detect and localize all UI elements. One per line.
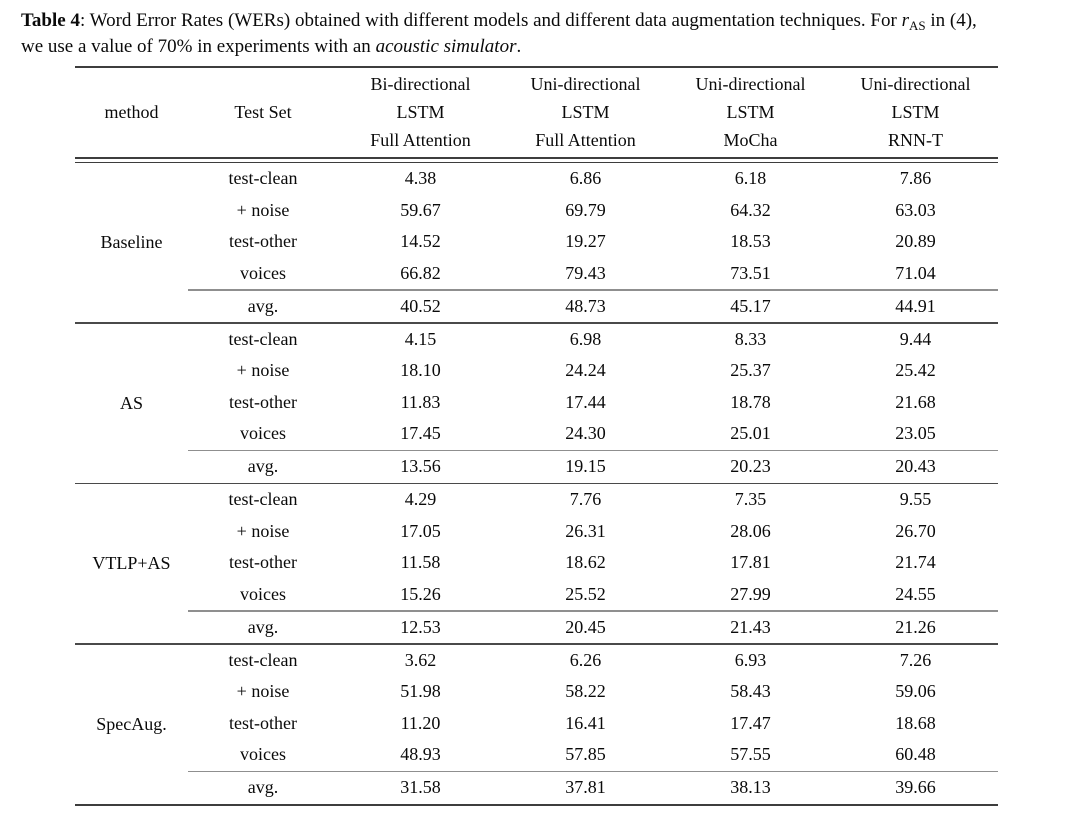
wer-value-cell: 66.82	[400, 262, 441, 283]
test-set-cell: avg.	[247, 777, 279, 798]
table-bottom-rule	[75, 804, 998, 806]
table-row	[75, 739, 998, 771]
table-row	[75, 226, 998, 258]
wer-value-cell: 57.55	[730, 744, 771, 765]
test-set-cell: test-other	[229, 231, 297, 252]
avg-row	[75, 612, 998, 644]
model-header-column-1	[503, 68, 668, 157]
table-section	[75, 163, 998, 322]
caption-period: .	[516, 36, 522, 57]
wer-value-cell: 18.53	[730, 231, 771, 252]
test-set-cell: + noise	[236, 520, 290, 541]
wer-value-cell: 25.42	[895, 360, 936, 381]
wer-value-cell: 24.55	[895, 583, 936, 604]
wer-value-cell: 3.62	[404, 649, 437, 670]
model-header-line: Uni-directional	[695, 74, 806, 95]
table-row	[75, 645, 998, 677]
wer-value-cell: 27.99	[730, 583, 771, 604]
wer-value-cell: 51.98	[400, 681, 441, 702]
wer-value-cell: 20.43	[895, 456, 936, 477]
wer-value-cell: 11.58	[400, 552, 441, 573]
wer-value-cell: 40.52	[400, 295, 441, 316]
method-label: AS	[119, 392, 143, 413]
wer-value-cell: 79.43	[565, 262, 606, 283]
wer-value-cell: 44.91	[895, 295, 936, 316]
test-set-cell: voices	[240, 583, 286, 604]
wer-value-cell: 18.10	[400, 360, 441, 381]
model-header-line: Uni-directional	[530, 74, 641, 95]
wer-value-cell: 17.05	[400, 520, 441, 541]
wer-value-cell: 24.24	[565, 360, 606, 381]
wer-value-cell: 31.58	[400, 777, 441, 798]
test-set-cell: test-clean	[228, 489, 298, 510]
wer-value-cell: 17.47	[730, 712, 771, 733]
table-header-row	[75, 68, 998, 157]
test-set-cell: test-clean	[228, 328, 298, 349]
wer-value-cell: 7.76	[569, 489, 602, 510]
wer-value-cell: 20.89	[895, 231, 936, 252]
wer-value-cell: 25.37	[730, 360, 771, 381]
wer-value-cell: 12.53	[400, 616, 441, 637]
table-row	[75, 355, 998, 387]
wer-value-cell: 4.38	[404, 168, 437, 189]
wer-value-cell: 58.22	[565, 681, 606, 702]
wer-value-cell: 17.81	[730, 552, 771, 573]
model-header-line: LSTM	[396, 101, 445, 122]
test-set-cell: voices	[240, 262, 286, 283]
wer-value-cell: 8.33	[734, 328, 767, 349]
wer-value-cell: 20.23	[730, 456, 771, 477]
table-row	[75, 484, 998, 516]
model-header-line: LSTM	[891, 101, 940, 122]
table-row	[75, 258, 998, 290]
header-test-set: Test Set	[234, 102, 292, 122]
wer-value-cell: 69.79	[565, 199, 606, 220]
wer-value-cell: 64.32	[730, 199, 771, 220]
wer-value-cell: 25.52	[565, 583, 606, 604]
wer-value-cell: 6.18	[734, 168, 767, 189]
model-header-line: Full Attention	[370, 129, 471, 150]
model-header-line: LSTM	[561, 101, 610, 122]
wer-value-cell: 25.01	[730, 423, 771, 444]
wer-value-cell: 19.15	[565, 456, 606, 477]
wer-value-cell: 45.17	[730, 295, 771, 316]
wer-value-cell: 21.26	[895, 616, 936, 637]
caption-table-label: Table 4	[21, 10, 80, 31]
wer-value-cell: 38.13	[730, 777, 771, 798]
wer-value-cell: 7.26	[899, 649, 932, 670]
model-header-line: LSTM	[726, 101, 775, 122]
wer-value-cell: 13.56	[400, 456, 441, 477]
caption-text-1: Word Error Rates (WERs) obtained with different models and different data augmentation techniques. For	[89, 10, 902, 31]
method-label: Baseline	[100, 232, 163, 253]
wer-value-cell: 48.93	[400, 744, 441, 765]
caption-colon: :	[79, 10, 90, 31]
model-header-line: RNN-T	[888, 129, 943, 150]
table-row	[75, 418, 998, 450]
table-row	[75, 579, 998, 611]
wer-value-cell: 37.81	[565, 777, 606, 798]
test-set-cell: avg.	[247, 295, 279, 316]
wer-value-cell: 71.04	[895, 262, 936, 283]
avg-row	[75, 451, 998, 483]
method-label: VTLP+AS	[92, 553, 171, 574]
wer-value-cell: 21.43	[730, 616, 771, 637]
test-set-cell: voices	[240, 744, 286, 765]
wer-value-cell: 15.26	[400, 583, 441, 604]
table-row	[75, 163, 998, 195]
table-body	[75, 163, 998, 806]
caption-text-3: we use a value of 70% in experiments with an	[21, 36, 376, 57]
table-row	[75, 708, 998, 740]
wer-value-cell: 9.44	[899, 328, 932, 349]
table-row	[75, 516, 998, 548]
wer-value-cell: 57.85	[565, 744, 606, 765]
test-set-cell: test-clean	[228, 649, 298, 670]
table-row	[75, 547, 998, 579]
wer-value-cell: 7.86	[899, 168, 932, 189]
wer-value-cell: 19.27	[565, 231, 606, 252]
wer-value-cell: 21.74	[895, 552, 936, 573]
table-row	[75, 387, 998, 419]
wer-value-cell: 63.03	[895, 199, 936, 220]
test-set-cell: test-clean	[228, 168, 298, 189]
wer-value-cell: 6.26	[569, 649, 602, 670]
wer-value-cell: 26.70	[895, 520, 936, 541]
model-header-line: MoCha	[723, 129, 778, 150]
test-set-cell: voices	[240, 423, 286, 444]
wer-value-cell: 17.45	[400, 423, 441, 444]
table-row	[75, 195, 998, 227]
test-set-cell: test-other	[229, 552, 297, 573]
model-header-line: Bi-directional	[370, 74, 471, 95]
model-header-column-3	[833, 68, 998, 157]
wer-value-cell: 6.93	[734, 649, 767, 670]
wer-value-cell: 48.73	[565, 295, 606, 316]
wer-value-cell: 28.06	[730, 520, 771, 541]
wer-value-cell: 9.55	[899, 489, 932, 510]
wer-value-cell: 26.31	[565, 520, 606, 541]
wer-value-cell: 7.35	[734, 489, 767, 510]
wer-value-cell: 73.51	[730, 262, 771, 283]
table-caption	[21, 8, 1066, 60]
test-set-cell: avg.	[247, 616, 279, 637]
table-row	[75, 676, 998, 708]
model-headers	[338, 68, 998, 157]
test-set-cell: test-other	[229, 712, 297, 733]
test-set-cell: + noise	[236, 681, 290, 702]
wer-value-cell: 18.78	[730, 391, 771, 412]
table-section	[75, 324, 998, 483]
wer-value-cell: 18.62	[565, 552, 606, 573]
wer-value-cell: 21.68	[895, 391, 936, 412]
results-table	[75, 66, 998, 806]
table-section	[75, 645, 998, 804]
wer-value-cell: 16.41	[565, 712, 606, 733]
wer-value-cell: 4.15	[404, 328, 437, 349]
caption-math-var: r	[901, 10, 909, 31]
test-set-cell: test-other	[229, 391, 297, 412]
wer-value-cell: 60.48	[895, 744, 936, 765]
table-section	[75, 484, 998, 643]
test-set-cell: avg.	[247, 456, 279, 477]
caption-math-subscript: AS	[908, 18, 926, 33]
wer-value-cell: 11.20	[400, 712, 441, 733]
test-set-cell: + noise	[236, 360, 290, 381]
wer-value-cell: 17.44	[565, 391, 606, 412]
model-header-column-0	[338, 68, 503, 157]
wer-value-cell: 18.68	[895, 712, 936, 733]
wer-value-cell: 20.45	[565, 616, 606, 637]
wer-value-cell: 39.66	[895, 777, 936, 798]
model-header-line: Uni-directional	[860, 74, 971, 95]
model-header-line: Full Attention	[535, 129, 636, 150]
wer-value-cell: 59.06	[895, 681, 936, 702]
wer-value-cell: 58.43	[730, 681, 771, 702]
avg-row	[75, 291, 998, 323]
method-label: SpecAug.	[96, 713, 167, 734]
wer-value-cell: 14.52	[400, 231, 441, 252]
table-row	[75, 324, 998, 356]
wer-value-cell: 4.29	[404, 489, 437, 510]
header-method: method	[104, 102, 159, 122]
caption-text-2: in (4),	[925, 10, 977, 31]
wer-value-cell: 24.30	[565, 423, 606, 444]
wer-value-cell: 23.05	[895, 423, 936, 444]
avg-row	[75, 772, 998, 804]
wer-value-cell: 6.98	[569, 328, 602, 349]
wer-value-cell: 6.86	[569, 168, 602, 189]
caption-italic-phrase: acoustic simulator	[375, 36, 517, 57]
model-header-column-2	[668, 68, 833, 157]
test-set-cell: + noise	[236, 199, 290, 220]
wer-value-cell: 11.83	[400, 391, 441, 412]
wer-value-cell: 59.67	[400, 199, 441, 220]
